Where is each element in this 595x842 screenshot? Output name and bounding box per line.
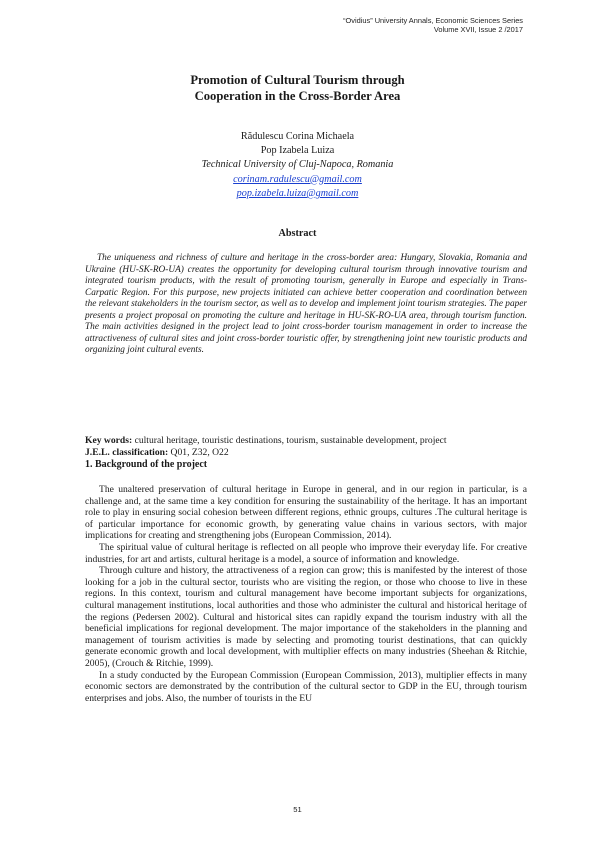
volume-issue: Volume XVII, Issue 2 /2017 xyxy=(433,25,523,35)
keywords-label: Key words: xyxy=(85,435,133,446)
abstract-heading: Abstract xyxy=(278,228,317,239)
email-link-1[interactable]: corinam.radulescu@gmail.com xyxy=(233,173,362,185)
jel-text: Q01, Z32, O22 xyxy=(168,447,229,458)
keywords-text: cultural heritage, touristic destinations, tourism, sustainable development, project xyxy=(132,435,447,446)
jel-line xyxy=(85,447,527,459)
title-line-1: Promotion of Cultural Tourism through xyxy=(190,73,405,87)
title-line-2: Cooperation in the Cross-Border Area xyxy=(194,89,401,103)
paper-title xyxy=(0,72,595,104)
keywords-block xyxy=(85,435,527,459)
body-paragraph-1: The unaltered preservation of cultural heritage in Europe in general, and in our region in particular, is a challenge and, at the same time a key condition for ensuring the sustainability of the heritage. It has an important role to play in ensuring social cohesion between different regions, ethnic groups, cultures .The cultural heritage is of particular importance for economic growth, by generating value chains in various sectors, with major implications for creating and strengthening jobs (European Commission, 2014). xyxy=(85,484,527,542)
affiliation: Technical University of Cluj-Napoca, Romania xyxy=(201,159,394,171)
section-heading: 1. Background of the project xyxy=(85,459,208,470)
jel-label: J.E.L. classification: xyxy=(85,447,169,458)
journal-name: “Ovidius” University Annals, Economic Sciences Series xyxy=(343,16,523,25)
section-body xyxy=(85,484,527,704)
page-number: 51 xyxy=(293,805,302,814)
body-paragraph-2: The spiritual value of cultural heritage is reflected on all people who improve their everyday life. For creative industries, for art and artists, cultural heritage is a model, a source of information and knowledge. xyxy=(85,541,527,565)
body-paragraph-3: Through culture and history, the attractiveness of a region can grow; this is manifested by the interest of those looking for a job in the cultural sector, tourists who are visiting the region, or those who choose to live in these regions. In this context, tourism and cultural management have become important subjects for organizations, cultural management institutions, local authorities and those who administer the cultural and historical heritage of the regions (Pedersen 2002). Cultural and historical sites can rapidly expand the tourism industry with all the beneficial implications for regional development. The major importance of the stakeholders in the planning and management of tourism activities is made by selecting and promoting tourist destinations, that can quickly generate economic growth and local development, with multiplier effects on many industries (Sheehan & Ritchie, 2005), (Crouch & Ritchie, 1999). xyxy=(85,565,527,669)
author-block xyxy=(0,130,595,201)
author-name-2: Pop Izabela Luiza xyxy=(260,145,335,157)
author-name-1: Rădulescu Corina Michaela xyxy=(240,131,355,142)
running-header xyxy=(343,16,523,34)
keywords-line xyxy=(85,435,527,447)
abstract-text: The uniqueness and richness of culture and heritage in the cross-border area: Hungary, Slovakia, Romania and Ukraine (HU-SK-RO-UA) creates the opportunity for developing cultural tourism through innovative tourism and integrated tourism products, with the result of promoting tourism, generally in Europe and especially in Trans-Carpatic Region. For this purpose, new projects initiated can achieve better cooperation and coordination between the relevant stakeholders in the tourism sector, as well as to develop and implement joint tourism strategies. The paper presents a project proposal on promoting the culture and heritage in HU-SK-RO-UA area, through tourism function. The main activities designed in the project lead to joint cross-border tourism management in order to increase the attractiveness of cultural sites and joint cross-border touristic offer, by strengthening joint new touristic products and organizing joint cultural events. xyxy=(85,253,527,355)
body-paragraph-4: In a study conducted by the European Commission (European Commission, 2013), multiplier effects in many economic sectors are demonstrated by the contribution of the cultural sector to GDP in the EU, through tourism enterprises and jobs. Also, the number of tourists in the EU xyxy=(85,669,527,704)
email-link-2[interactable]: pop.izabela.luiza@gmail.com xyxy=(236,187,359,199)
